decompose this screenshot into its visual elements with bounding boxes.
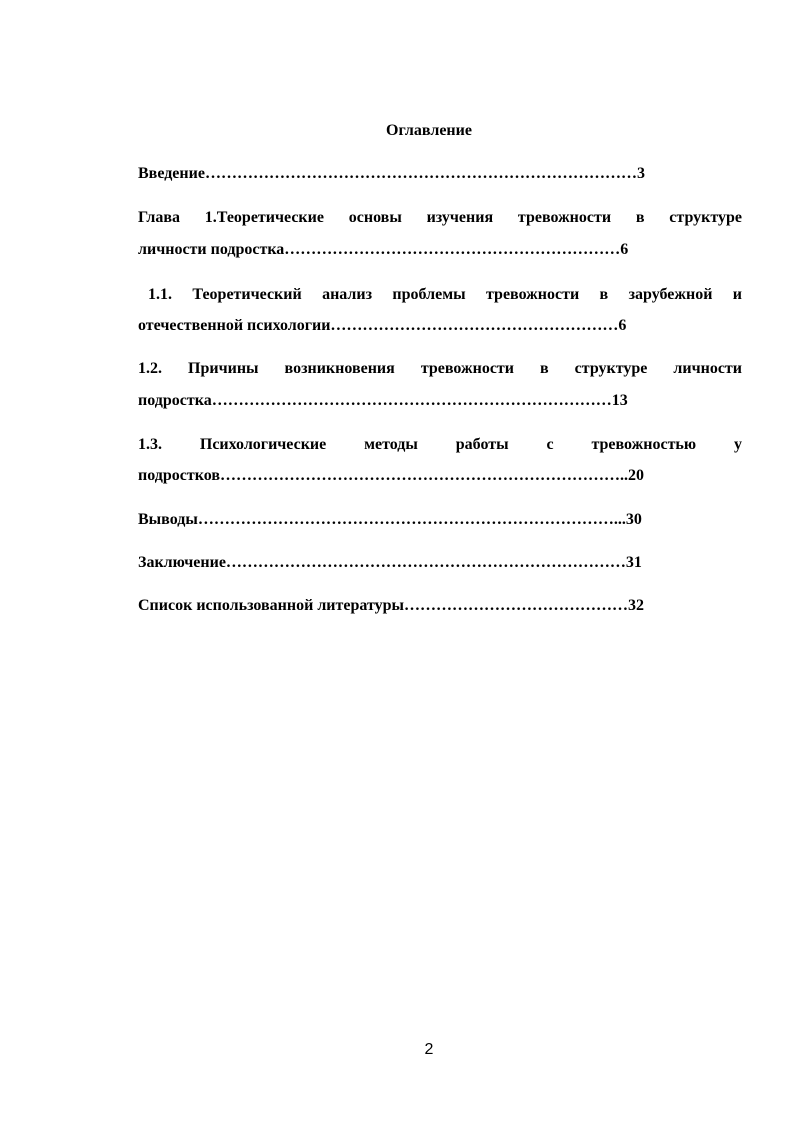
toc-entry-references: Список использованной литературы……………………………………32: [138, 597, 644, 614]
toc-entry-section-1-3-line-1: 1.3. Психологические методы работы с тревожностью у: [138, 436, 742, 453]
toc-entry-section-1-2-line-1: 1.2. Причины возникновения тревожности в структуре личности: [138, 360, 742, 377]
toc-entry-section-1-2-line-2: подростка…………………………………………………………………13: [138, 392, 628, 409]
toc-title: Оглавление: [386, 122, 472, 139]
toc-entry-conclusions: Выводы……………………………………………………………………...30: [138, 511, 642, 528]
toc-entry-summary: Заключение…………………………………………………………………31: [138, 554, 642, 571]
toc-entry-introduction: Введение………………………………………………………………………3: [138, 165, 645, 182]
toc-entry-chapter-1-line-2: личности подростка………………………………………………………6: [138, 241, 629, 258]
toc-entry-section-1-3-line-2: подростков…………………………………………………………………..20: [138, 467, 644, 484]
page-number: 2: [424, 1041, 434, 1058]
toc-entry-section-1-1-line-1: 1.1. Теоретический анализ проблемы тревожности в зарубежной и: [148, 286, 742, 303]
toc-entry-section-1-1-line-2: отечественной психологии………………………………………………6: [138, 317, 627, 334]
toc-entry-chapter-1-line-1: Глава 1.Теоретические основы изучения тревожности в структуре: [138, 209, 742, 226]
